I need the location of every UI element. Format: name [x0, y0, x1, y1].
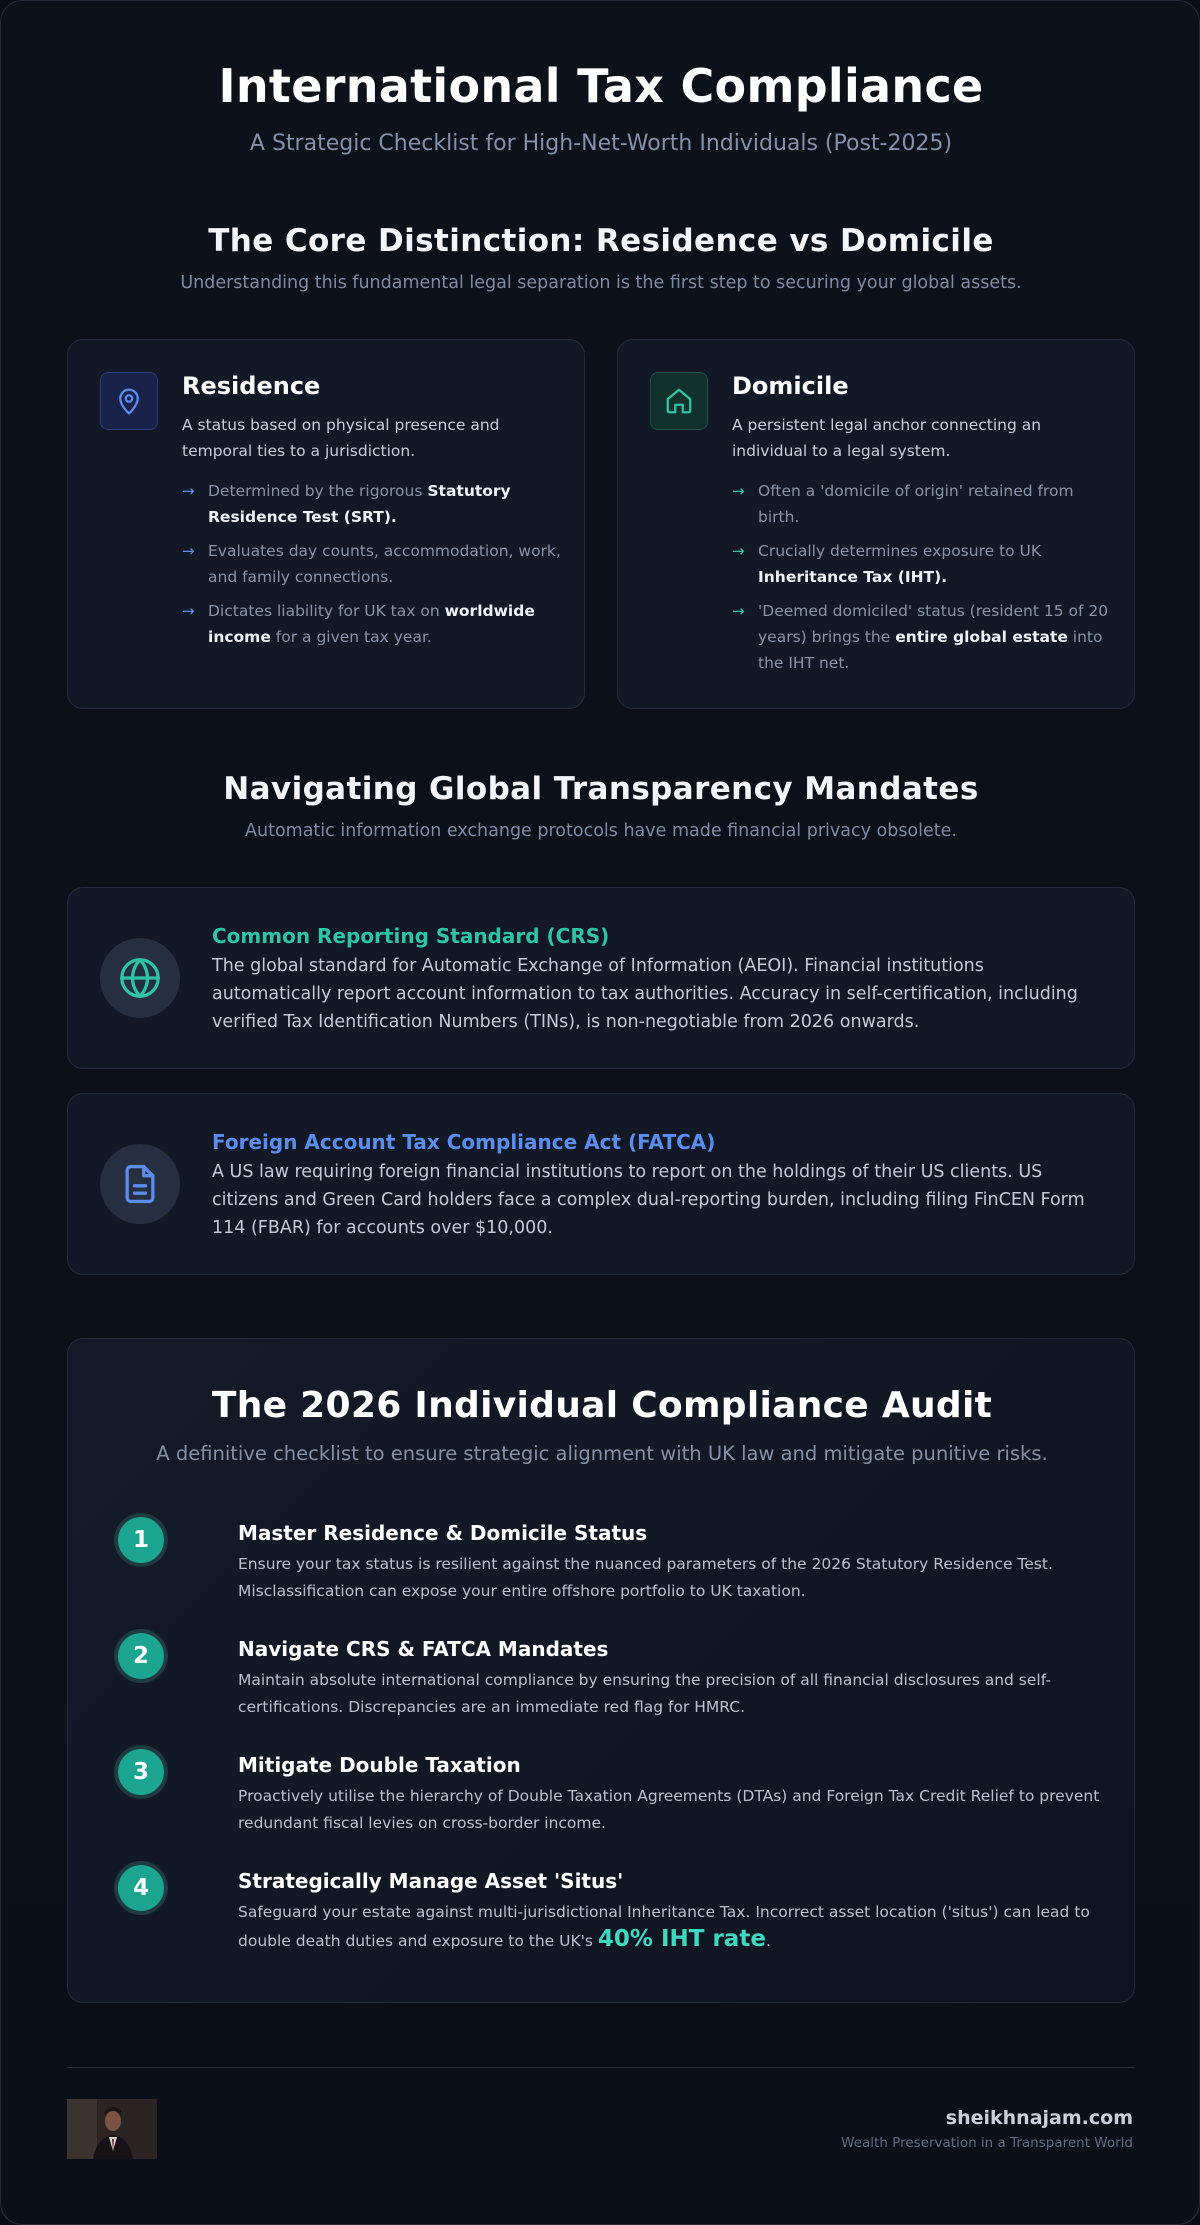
- home-icon: [650, 372, 708, 430]
- author-photo: [67, 2099, 157, 2159]
- step-title: Mitigate Double Taxation: [238, 1753, 521, 1777]
- globe-icon: [100, 938, 180, 1018]
- fatca-title: Foreign Account Tax Compliance Act (FATCA): [212, 1130, 716, 1154]
- list-item: → Often a 'domicile of origin' retained from birth.: [732, 478, 1112, 530]
- arrow-right-icon: →: [732, 542, 745, 560]
- page-title: International Tax Compliance: [218, 59, 984, 113]
- transparency-section-title: Navigating Global Transparency Mandates: [223, 771, 979, 807]
- step-title: Navigate CRS & FATCA Mandates: [238, 1637, 609, 1661]
- crs-description: The global standard for Automatic Exchange of Information (AEOI). Financial institutions automatically report account information to tax authorities. Accuracy in self-certification, including verified Tax Identification Numbers (TINs), is non-negotiable from 2026 onwards.: [212, 956, 1078, 1032]
- arrow-right-icon: →: [732, 482, 745, 500]
- list-item: → Evaluates day counts, accommodation, work, and family connections.: [182, 538, 562, 590]
- list-item: → Dictates liability for UK tax on worldwide income for a given tax year.: [182, 598, 562, 650]
- residence-title: Residence: [182, 372, 321, 400]
- step-number-badge: 4: [118, 1865, 164, 1911]
- list-item: → Determined by the rigorous Statutory Residence Test (SRT).: [182, 478, 562, 530]
- residence-bullet-list: [182, 478, 562, 658]
- step-number-badge: 3: [118, 1749, 164, 1795]
- domicile-card: [617, 339, 1135, 709]
- brand-tagline: Wealth Preservation in a Transparent World: [841, 2135, 1133, 2151]
- domicile-description: A persistent legal anchor connecting an individual to a legal system.: [732, 416, 1042, 460]
- compliance-audit-panel: [67, 1338, 1135, 2003]
- step-title: Master Residence & Domicile Status: [238, 1521, 648, 1545]
- arrow-right-icon: →: [182, 482, 195, 500]
- crs-title: Common Reporting Standard (CRS): [212, 924, 610, 948]
- residence-description: A status based on physical presence and temporal ties to a jurisdiction.: [182, 416, 500, 460]
- crs-card: [67, 887, 1135, 1069]
- step-number-badge: 1: [118, 1517, 164, 1563]
- step-title: Strategically Manage Asset 'Situs': [238, 1869, 624, 1893]
- fatca-card: [67, 1093, 1135, 1275]
- step-description: Ensure your tax status is resilient against the nuanced parameters of the 2026 Statutory Residence Test. Misclassification can expose your entire offshore portfolio to UK taxation.: [238, 1555, 1053, 1600]
- step-description: Maintain absolute international compliance by ensuring the precision of all financial disclosures and self-certifications. Discrepancies are an immediate red flag for HMRC.: [238, 1671, 1051, 1716]
- transparency-section-subtitle: Automatic information exchange protocols have made financial privacy obsolete.: [245, 821, 957, 841]
- page-subtitle: A Strategic Checklist for High-Net-Worth Individuals (Post-2025): [249, 131, 953, 156]
- fatca-description: A US law requiring foreign financial institutions to report on the holdings of their US clients. US citizens and Green Card holders face a complex dual-reporting burden, including filing FinCEN Form 114 (FBAR) for accounts over $10,000.: [212, 1162, 1085, 1238]
- step-description: Safeguard your estate against multi-jurisdictional Inheritance Tax. Incorrect asset location ('situs') can lead to double death duties and exposure to the UK's 40% IHT rate.: [238, 1903, 1090, 1952]
- document-icon: [100, 1144, 180, 1224]
- iht-rate-highlight: 40% IHT rate: [597, 1926, 766, 1952]
- brand-website: sheikhnajam.com: [945, 2107, 1133, 2129]
- audit-subtitle: A definitive checklist to ensure strategic alignment with UK law and mitigate punitive risks.: [156, 1442, 1048, 1465]
- domicile-title: Domicile: [732, 372, 849, 400]
- arrow-right-icon: →: [182, 602, 195, 620]
- audit-title: The 2026 Individual Compliance Audit: [211, 1385, 993, 1426]
- domicile-bullet-list: [732, 478, 1112, 684]
- map-pin-icon: [100, 372, 158, 430]
- residence-card: [67, 339, 585, 709]
- list-item: → 'Deemed domiciled' status (resident 15 of 20 years) brings the entire global estate into the IHT net.: [732, 598, 1112, 676]
- step-description: Proactively utilise the hierarchy of Double Taxation Agreements (DTAs) and Foreign Tax Credit Relief to prevent redundant fiscal levies on cross-border income.: [238, 1787, 1100, 1832]
- list-item: → Crucially determines exposure to UK Inheritance Tax (IHT).: [732, 538, 1112, 590]
- arrow-right-icon: →: [182, 542, 195, 560]
- footer-divider: [67, 2067, 1135, 2068]
- arrow-right-icon: →: [732, 602, 745, 620]
- core-section-subtitle: Understanding this fundamental legal separation is the first step to securing your global assets.: [180, 273, 1022, 293]
- core-section-title: The Core Distinction: Residence vs Domicile: [208, 223, 994, 259]
- step-number-badge: 2: [118, 1633, 164, 1679]
